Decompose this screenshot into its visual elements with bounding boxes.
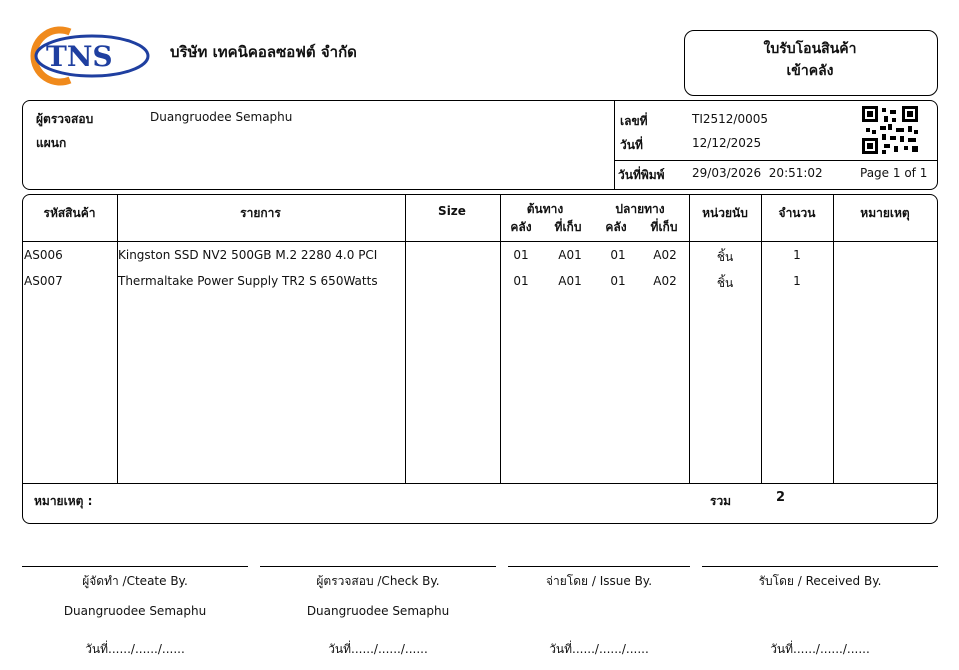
signature-date-received: วันที่....../....../...... (770, 642, 870, 656)
signature-name-check: Duangruodee Semaphu (306, 604, 450, 618)
items-table (22, 194, 938, 524)
col-divider (405, 195, 406, 483)
page-number: Page 1 of 1 (860, 166, 928, 180)
inspector-label: ผู้ตรวจสอบ (36, 112, 94, 126)
col-divider (500, 195, 501, 483)
department-label: แผนก (36, 136, 67, 150)
total-label: รวม (710, 494, 732, 508)
inspector-value: Duangruodee Semaphu (150, 110, 293, 124)
doc-no-label: เลขที่ (620, 114, 648, 128)
header-origin: ต้นทาง (526, 202, 564, 216)
signature-line (260, 566, 496, 567)
header-qty: จำนวน (778, 206, 816, 220)
header-dest-warehouse: คลัง (605, 220, 627, 234)
signature-line (508, 566, 690, 567)
row1-qty: 1 (793, 248, 801, 262)
header-divider (23, 241, 937, 242)
company-logo (30, 26, 150, 86)
info-divider-h (614, 160, 938, 161)
row1-code: AS006 (24, 248, 63, 262)
header-remark: หมายเหตุ (860, 206, 910, 220)
row1-from-wh: 01 (513, 248, 529, 262)
header-code: รหัสสินค้า (43, 206, 96, 220)
footer-divider (23, 483, 937, 484)
header-size: Size (438, 204, 466, 218)
document-title: ใบรับโอนสินค้า (763, 41, 857, 57)
signature-label-received: รับโดย / Received By. (758, 574, 882, 588)
signature-label-create: ผู้จัดทำ /Cteate By. (82, 574, 188, 588)
col-divider (761, 195, 762, 483)
row2-code: AS007 (24, 274, 63, 288)
col-divider (833, 195, 834, 483)
info-divider (614, 100, 615, 189)
row2-from-loc: A01 (558, 274, 582, 288)
header-dest-location: ที่เก็บ (650, 220, 678, 234)
document-subtitle: เข้าคลัง (786, 63, 834, 79)
signature-line (702, 566, 938, 567)
logo-text: TNS (46, 40, 113, 73)
row2-to-loc: A02 (653, 274, 677, 288)
signature-line (22, 566, 248, 567)
print-date-label: วันที่พิมพ์ (618, 168, 665, 182)
doc-no-value: TI2512/0005 (692, 112, 768, 126)
row1-item: Kingston SSD NV2 500GB M.2 2280 4.0 PCI (118, 248, 378, 262)
row2-item: Thermaltake Power Supply TR2 S 650Watts (118, 274, 378, 288)
header-origin-warehouse: คลัง (510, 220, 532, 234)
row2-from-wh: 01 (513, 274, 529, 288)
signature-date-check: วันที่....../....../...... (328, 642, 428, 656)
header-unit: หน่วยนับ (702, 206, 748, 220)
row2-qty: 1 (793, 274, 801, 288)
signature-date-issue: วันที่....../....../...... (549, 642, 649, 656)
date-value: 12/12/2025 (692, 136, 762, 150)
row2-to-wh: 01 (610, 274, 626, 288)
col-divider (689, 195, 690, 483)
remark-label: หมายเหตุ : (34, 494, 93, 508)
signature-label-issue: จ่ายโดย / Issue By. (545, 574, 653, 588)
row1-to-wh: 01 (610, 248, 626, 262)
header-item: รายการ (240, 206, 281, 220)
total-value: 2 (776, 490, 786, 505)
signature-name-create: Duangruodee Semaphu (63, 604, 207, 618)
col-divider (117, 195, 118, 483)
date-label: วันที่ (620, 138, 643, 152)
print-date-value: 29/03/2026 20:51:02 (692, 166, 823, 180)
header-destination: ปลายทาง (615, 202, 665, 216)
signature-label-check: ผู้ตรวจสอบ /Check By. (316, 574, 440, 588)
row1-to-loc: A02 (653, 248, 677, 262)
company-name: บริษัท เทคนิคอลซอฟต์ จำกัด (170, 43, 357, 61)
row2-unit: ชิ้น (716, 276, 734, 290)
qr-code (862, 106, 922, 156)
header-origin-location: ที่เก็บ (554, 220, 582, 234)
signature-date-create: วันที่....../....../...... (85, 642, 185, 656)
row1-unit: ชิ้น (716, 250, 734, 264)
row1-from-loc: A01 (558, 248, 582, 262)
